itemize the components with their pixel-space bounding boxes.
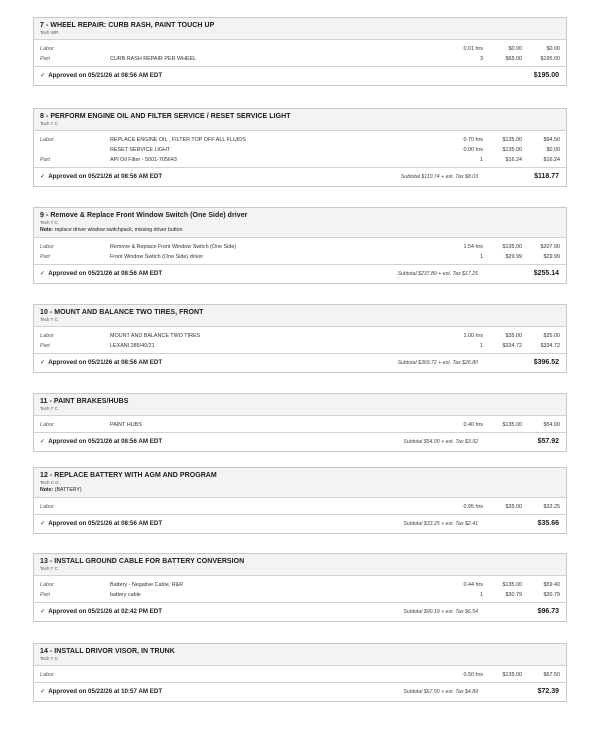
line-description: Front Window Switch (One Side) driver	[110, 254, 204, 260]
job-total: $195.00	[533, 72, 559, 79]
line-type: Labor	[40, 333, 54, 339]
job-tech: Tech T C	[40, 121, 58, 126]
line-amount: $35.00	[543, 333, 560, 339]
subtotal-text: Subtotal $67.50 + est. Tax $4.89	[403, 689, 478, 695]
line-quantity: 0.70 hrs	[463, 137, 483, 143]
line-rate: $65.00	[505, 56, 522, 62]
line-item	[40, 44, 560, 54]
approval-text: Approved on 05/21/26 at 02:42 PM EDT	[48, 608, 163, 615]
line-type: Labor	[40, 244, 54, 250]
line-description: REPLACE ENGINE OIL , FILTER TOP OFF ALL FLUIDS	[110, 137, 246, 143]
job-tech: Tech T C	[40, 656, 58, 661]
job-header	[34, 109, 566, 131]
check-icon: ✓	[40, 173, 46, 180]
line-quantity: 1	[480, 157, 483, 163]
job-header	[34, 18, 566, 40]
note-text: replace driver window switchpack, missing driver button	[54, 227, 183, 233]
note-label: Note:	[40, 487, 54, 493]
job-title: 7 - WHEEL REPAIR: CURB RASH, PAINT TOUCH UP	[40, 22, 215, 29]
line-quantity: 1.00 hrs	[463, 333, 483, 339]
line-type: Part	[40, 592, 50, 598]
job-title: 12 - REPLACE BATTERY WITH AGM AND PROGRAM	[40, 472, 217, 479]
job-footer	[34, 682, 566, 701]
job-header	[34, 644, 566, 666]
job-card	[33, 207, 567, 284]
line-type: Labor	[40, 672, 54, 678]
subtotal-text: Subtotal $33.25 + est. Tax $2.41	[403, 521, 478, 527]
line-rate: $35.00	[505, 504, 522, 510]
job-footer	[34, 514, 566, 533]
line-item	[40, 420, 560, 430]
line-amount: $16.24	[543, 157, 560, 163]
line-quantity: 1	[480, 343, 483, 349]
job-lines	[34, 40, 566, 66]
line-quantity: 1.54 hrs	[463, 244, 483, 250]
line-type: Labor	[40, 137, 54, 143]
line-description: PAINT HUBS	[110, 422, 142, 428]
job-card	[33, 108, 567, 187]
job-title: 13 - INSTALL GROUND CABLE FOR BATTERY CONVERSION	[40, 558, 245, 565]
job-card	[33, 393, 567, 452]
line-item	[40, 135, 560, 145]
line-item	[40, 670, 560, 680]
job-lines	[34, 666, 566, 682]
note-text: (BATTERY)	[54, 487, 82, 493]
line-amount: $0.00	[546, 46, 560, 52]
job-card	[33, 17, 567, 86]
job-total: $35.66	[537, 520, 559, 527]
job-title: 8 - PERFORM ENGINE OIL AND FILTER SERVICE / RESET SERVICE LIGHT	[40, 113, 291, 120]
approval-status	[40, 433, 162, 451]
job-lines	[34, 576, 566, 602]
line-item	[40, 155, 560, 165]
job-header	[34, 554, 566, 576]
line-rate: $135.00	[502, 672, 522, 678]
approval-text: Approved on 05/21/26 at 08:56 AM EDT	[48, 173, 163, 180]
approval-text: Approved on 05/21/26 at 08:56 AM EDT	[48, 72, 163, 79]
line-quantity: 0.00 hrs	[463, 147, 483, 153]
job-card	[33, 467, 567, 534]
check-icon: ✓	[40, 520, 46, 527]
job-card	[33, 553, 567, 622]
job-footer	[34, 353, 566, 372]
line-quantity: 0.50 hrs	[463, 672, 483, 678]
subtotal-text: Subtotal $369.72 + est. Tax $26.80	[397, 360, 478, 366]
line-description: MOUNT AND BALANCE TWO TIRES	[110, 333, 201, 339]
line-type: Labor	[40, 422, 54, 428]
line-rate: $135.00	[502, 422, 522, 428]
subtotal-text: Subtotal $110.74 + est. Tax $8.03	[400, 174, 478, 180]
line-amount: $94.50	[543, 137, 560, 143]
line-amount: $334.72	[540, 343, 560, 349]
line-item	[40, 145, 560, 155]
line-item	[40, 580, 560, 590]
approval-status	[40, 603, 162, 621]
line-rate: $30.79	[505, 592, 522, 598]
line-quantity: 1	[480, 592, 483, 598]
line-amount: $207.90	[540, 244, 560, 250]
approval-status	[40, 67, 162, 85]
line-description: RESET SERVICE LIGHT	[110, 147, 171, 153]
line-type: Part	[40, 56, 50, 62]
check-icon: ✓	[40, 688, 46, 695]
job-tech: Tech T C	[40, 317, 58, 322]
line-quantity: 0.40 hrs	[463, 422, 483, 428]
subtotal-text: Subtotal $237.89 + est. Tax $17.25	[397, 271, 478, 277]
approval-text: Approved on 05/22/26 at 10:57 AM EDT	[48, 688, 163, 695]
check-icon: ✓	[40, 270, 46, 277]
note-label: Note:	[40, 227, 54, 233]
line-item	[40, 331, 560, 341]
job-total: $72.39	[537, 688, 559, 695]
job-tech: Tech C G	[40, 480, 59, 485]
line-item	[40, 54, 560, 64]
approval-text: Approved on 05/21/26 at 08:56 AM EDT	[48, 520, 163, 527]
line-rate: $135.00	[502, 244, 522, 250]
line-quantity: 1	[480, 254, 483, 260]
line-rate: $135.00	[502, 137, 522, 143]
line-rate: $135.00	[502, 582, 522, 588]
job-header	[34, 305, 566, 327]
line-quantity: 3	[480, 56, 483, 62]
approval-text: Approved on 05/21/26 at 08:56 AM EDT	[48, 359, 163, 366]
line-item	[40, 590, 560, 600]
job-footer	[34, 167, 566, 186]
job-footer	[34, 66, 566, 85]
job-lines	[34, 498, 566, 514]
check-icon: ✓	[40, 359, 46, 366]
line-type: Part	[40, 343, 50, 349]
job-footer	[34, 264, 566, 283]
line-amount: $30.79	[543, 592, 560, 598]
job-header	[34, 468, 566, 498]
job-header	[34, 394, 566, 416]
job-header	[34, 208, 566, 238]
line-type: Part	[40, 157, 50, 163]
job-lines	[34, 327, 566, 353]
line-quantity: 0.01 hrs	[463, 46, 483, 52]
line-rate: $0.00	[508, 46, 522, 52]
job-tech: Tech T C	[40, 220, 58, 225]
approval-status	[40, 354, 162, 372]
line-amount: $67.50	[543, 672, 560, 678]
line-rate: $16.24	[505, 157, 522, 163]
line-rate: $29.99	[505, 254, 522, 260]
job-card	[33, 643, 567, 702]
job-title: 10 - MOUNT AND BALANCE TWO TIRES, FRONT	[40, 309, 204, 316]
check-icon: ✓	[40, 438, 46, 445]
line-quantity: 0.95 hrs	[463, 504, 483, 510]
line-amount: $54.00	[543, 422, 560, 428]
line-quantity: 0.44 hrs	[463, 582, 483, 588]
approval-status	[40, 515, 162, 533]
line-amount: $0.00	[546, 147, 560, 153]
line-amount: $59.40	[543, 582, 560, 588]
approval-text: Approved on 05/21/26 at 08:56 AM EDT	[48, 270, 163, 277]
job-card	[33, 304, 567, 373]
line-description: CURB RASH REPAIR PER WHEEL	[110, 56, 197, 62]
job-tech: Tech WR	[40, 30, 59, 35]
line-amount: $195.00	[540, 56, 560, 62]
line-item	[40, 502, 560, 512]
line-rate: $334.72	[502, 343, 522, 349]
approval-status	[40, 683, 162, 701]
job-title: 11 - PAINT BRAKES/HUBS	[40, 398, 129, 405]
job-total: $57.92	[537, 438, 559, 445]
line-amount: $33.25	[543, 504, 560, 510]
approval-status	[40, 168, 162, 186]
job-tech: Tech T C	[40, 406, 58, 411]
line-description: battery cable	[110, 592, 141, 598]
job-total: $96.73	[537, 608, 559, 615]
line-rate: $135.00	[502, 147, 522, 153]
job-note	[40, 486, 560, 494]
job-total: $396.52	[533, 359, 559, 366]
job-note	[40, 226, 560, 234]
job-lines	[34, 238, 566, 264]
line-type: Labor	[40, 582, 54, 588]
line-type: Labor	[40, 46, 54, 52]
check-icon: ✓	[40, 608, 46, 615]
subtotal-text: Subtotal $90.19 + est. Tax $6.54	[403, 609, 478, 615]
job-footer	[34, 602, 566, 621]
approval-status	[40, 265, 162, 283]
line-item	[40, 252, 560, 262]
line-description: API Oil Filter - 5001-705643	[110, 157, 177, 163]
subtotal-text: Subtotal $54.00 + est. Tax $3.92	[403, 439, 478, 445]
job-title: 9 - Remove & Replace Front Window Switch (One Side) driver	[40, 212, 248, 219]
line-item	[40, 341, 560, 351]
check-icon: ✓	[40, 72, 46, 79]
line-rate: $35.00	[505, 333, 522, 339]
line-type: Labor	[40, 504, 54, 510]
job-total: $118.77	[534, 173, 559, 180]
line-description: Battery - Negative Cable, R&R	[110, 582, 184, 588]
job-total: $255.14	[533, 270, 559, 277]
line-item	[40, 242, 560, 252]
line-description: Remove & Replace Front Window Switch (One Side)	[110, 244, 237, 250]
job-tech: Tech T C	[40, 566, 58, 571]
approval-text: Approved on 05/21/26 at 08:56 AM EDT	[48, 438, 163, 445]
line-amount: $29.99	[543, 254, 560, 260]
job-footer	[34, 432, 566, 451]
job-lines	[34, 131, 566, 167]
line-type: Part	[40, 254, 50, 260]
job-title: 14 - INSTALL DRIVOR VISOR, IN TRUNK	[40, 648, 175, 655]
line-description: LEXANI 285/40/21	[110, 343, 155, 349]
job-lines	[34, 416, 566, 432]
